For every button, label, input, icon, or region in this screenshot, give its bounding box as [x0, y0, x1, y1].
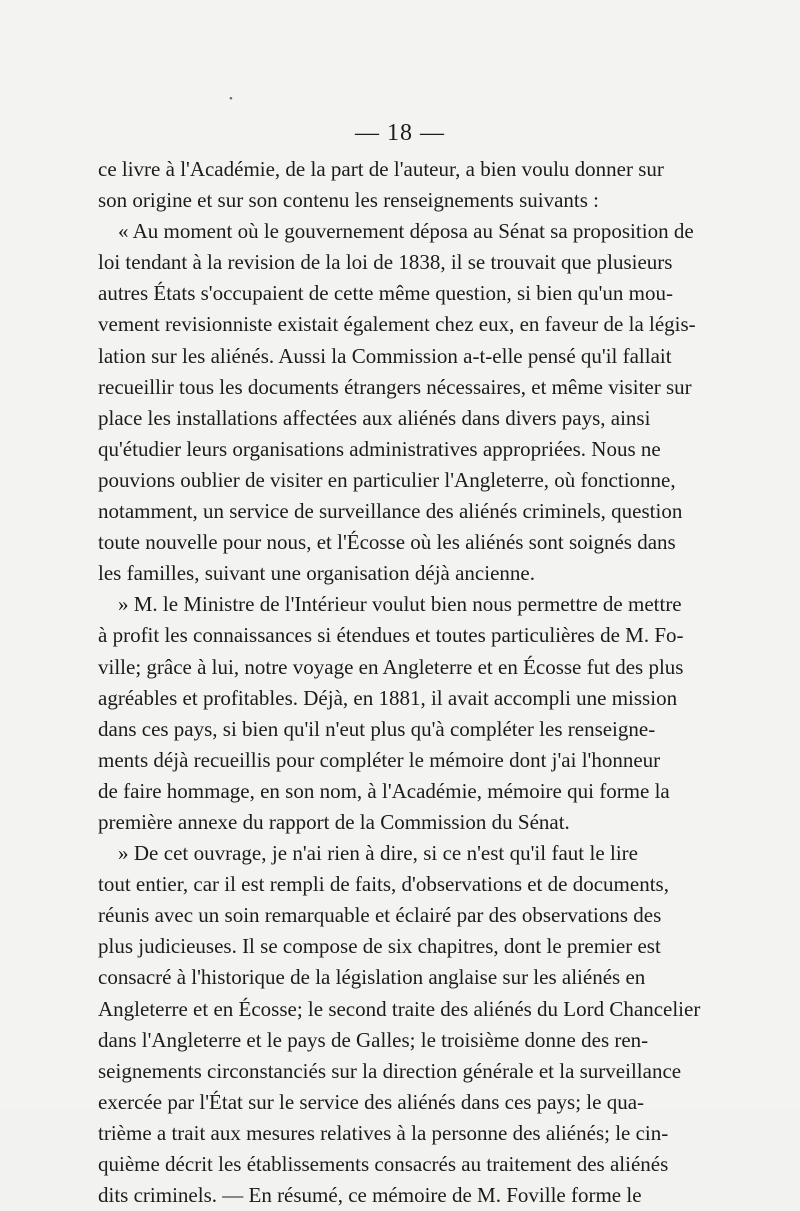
text-line: recueillir tous les documents étrangers nécessaires, et même visiter sur: [98, 374, 692, 399]
text-line: quième décrit les établissements consacrés au traitement des aliénés: [98, 1152, 669, 1176]
text-line: « Au moment où le gouvernement déposa au Sénat sa proposition de: [118, 219, 694, 244]
text-line: » M. le Ministre de l'Intérieur voulut bien nous permettre de mettre: [118, 592, 682, 617]
text-line: de faire hommage, en son nom, à l'Académie, mémoire qui forme la: [98, 778, 670, 803]
text-line: à profit les connaissances si étendues et toutes particulières de M. Fo-: [98, 623, 684, 648]
text-line: son origine et sur son contenu les renseignements suivants :: [98, 188, 599, 213]
text-line: tout entier, car il est rempli de faits, d'observations et de documents,: [98, 872, 669, 897]
text-line: Angleterre et en Écosse; le second traite des aliénés du Lord Chancelier: [98, 996, 701, 1021]
text-line: consacré à l'historique de la législation anglaise sur les aliénés en: [98, 965, 646, 990]
text-line: dans l'Angleterre et le pays de Galles; le troisième donne des ren-: [98, 1027, 649, 1052]
text-line: agréables et profitables. Déjà, en 1881, il avait accompli une mission: [98, 685, 678, 710]
text-line: seignements circonstanciés sur la direction générale et la surveillance: [98, 1058, 682, 1083]
text-line: toute nouvelle pour nous, et l'Écosse où les aliénés sont soignés dans: [98, 530, 676, 555]
text-line: vement revisionniste existait également chez eux, en faveur de la légis-: [98, 312, 696, 337]
text-line: trième a trait aux mesures relatives à la personne des aliénés; le cin-: [98, 1120, 669, 1145]
text-line: ville; grâce à lui, notre voyage en Angleterre et en Écosse fut des plus: [98, 654, 684, 679]
text-line: place les installations affectées aux aliénés dans divers pays, ainsi: [98, 405, 651, 430]
text-line: première annexe du rapport de la Commission du Sénat.: [98, 809, 570, 834]
text-line: lation sur les aliénés. Aussi la Commission a-t-elle pensé qu'il fallait: [98, 343, 672, 368]
text-line: dits criminels. — En résumé, ce mémoire de M. Foville forme le: [98, 1183, 642, 1208]
text-line: les familles, suivant une organisation déjà ancienne.: [98, 561, 535, 586]
page-number: — 18 —: [355, 120, 445, 146]
ink-speck: •: [229, 93, 233, 105]
text-line: réunis avec un soin remarquable et éclairé par des observations des: [98, 903, 662, 928]
text-line: » De cet ouvrage, je n'ai rien à dire, si ce n'est qu'il faut le lire: [118, 841, 638, 866]
text-line: ments déjà recueillis pour compléter le mémoire dont j'ai l'honneur: [98, 747, 661, 772]
text-line: loi tendant à la revision de la loi de 1838, il se trouvait que plusieurs: [98, 250, 673, 275]
text-line: exercée par l'État sur le service des aliénés dans ces pays; le qua-: [98, 1089, 645, 1114]
body-text: [98, 154, 701, 1211]
text-line: notamment, un service de surveillance des aliénés criminels, question: [98, 499, 683, 524]
text-line: autres États s'occupaient de cette même question, si bien qu'un mou-: [98, 281, 673, 306]
text-line: dans ces pays, si bien qu'il n'eut plus qu'à compléter les renseigne-: [98, 716, 656, 741]
text-line: ce livre à l'Académie, de la part de l'auteur, a bien voulu donner sur: [98, 157, 664, 181]
text-line: pouvions oublier de visiter en particulier l'Angleterre, où fonctionne,: [98, 467, 676, 492]
text-line: plus judicieuses. Il se compose de six chapitres, dont le premier est: [98, 934, 661, 959]
text-line: qu'étudier leurs organisations administratives appropriées. Nous ne: [98, 436, 661, 461]
